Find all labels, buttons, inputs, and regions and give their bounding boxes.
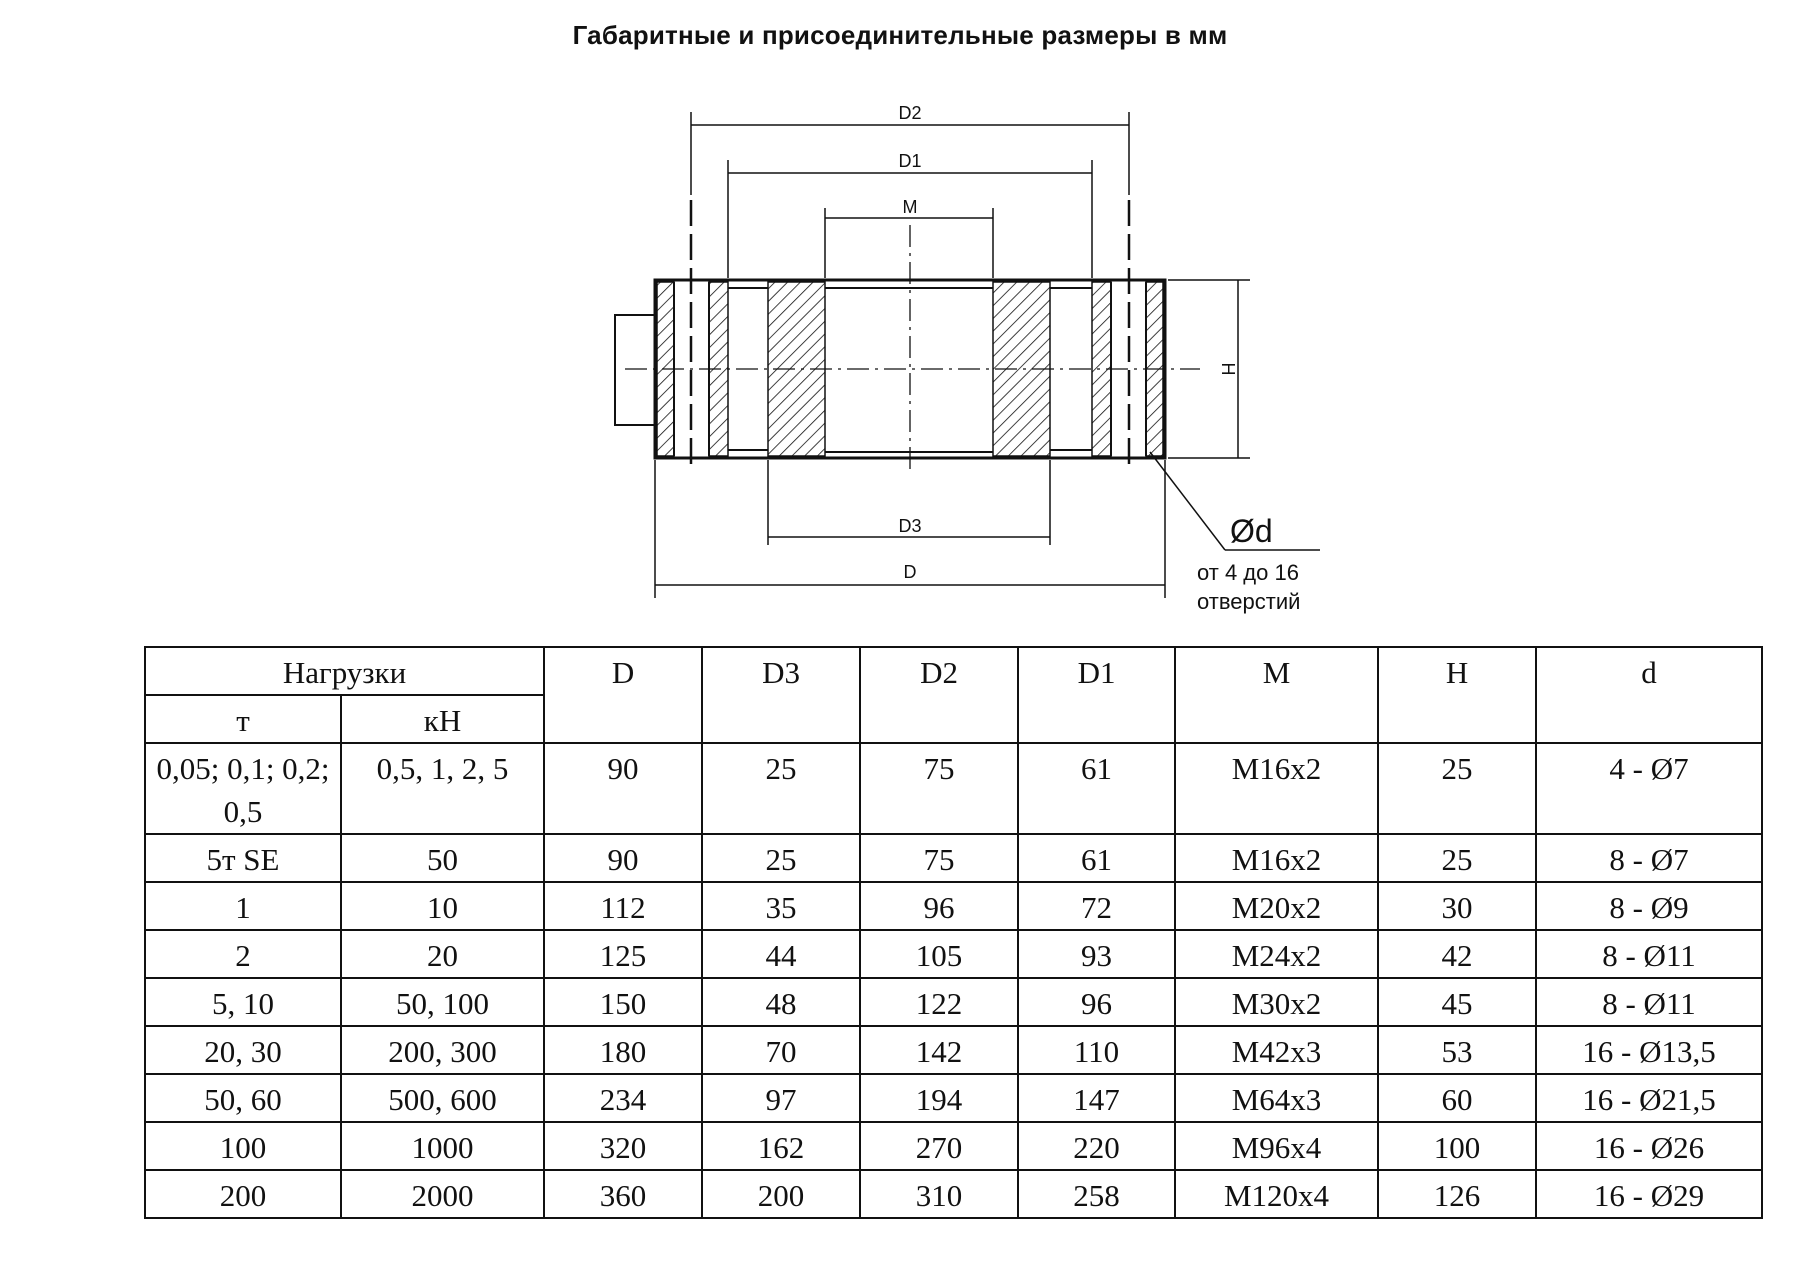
header-D2: D2: [860, 647, 1018, 743]
cell-H: 45: [1378, 978, 1536, 1026]
table-row: [145, 1074, 1762, 1122]
cell-D: 125: [544, 930, 702, 978]
cell-t: 20, 30: [145, 1026, 341, 1074]
header-H: H: [1378, 647, 1536, 743]
cell-D1: 61: [1018, 834, 1175, 882]
cell-D: 234: [544, 1074, 702, 1122]
dimension-drawing: [0, 0, 1800, 640]
cell-t: 100: [145, 1122, 341, 1170]
cell-D: 112: [544, 882, 702, 930]
cell-D: 180: [544, 1026, 702, 1074]
label-D1: D1: [898, 151, 922, 171]
cell-D1: 258: [1018, 1170, 1175, 1218]
cell-M: M16x2: [1175, 834, 1378, 882]
cell-D3: 162: [702, 1122, 860, 1170]
cell-D2: 142: [860, 1026, 1018, 1074]
cell-D1: 72: [1018, 882, 1175, 930]
cell-D2: 75: [860, 834, 1018, 882]
table-row: [145, 1026, 1762, 1074]
label-H: H: [1218, 362, 1238, 376]
cell-H: 53: [1378, 1026, 1536, 1074]
cell-kn: 1000: [341, 1122, 544, 1170]
cell-H: 100: [1378, 1122, 1536, 1170]
cell-D1: 61: [1018, 743, 1175, 834]
cell-d: 8 - Ø9: [1536, 882, 1762, 930]
label-d: Ød: [1230, 513, 1273, 549]
cell-D2: 194: [860, 1074, 1018, 1122]
cell-kn: 20: [341, 930, 544, 978]
cell-D3: 25: [702, 834, 860, 882]
cell-D3: 44: [702, 930, 860, 978]
cell-D2: 122: [860, 978, 1018, 1026]
cell-D1: 220: [1018, 1122, 1175, 1170]
cell-D2: 310: [860, 1170, 1018, 1218]
cell-D: 90: [544, 834, 702, 882]
table-row: [145, 930, 1762, 978]
table-row: [145, 978, 1762, 1026]
cell-d: 4 - Ø7: [1536, 743, 1762, 834]
cell-D3: 48: [702, 978, 860, 1026]
cell-D1: 96: [1018, 978, 1175, 1026]
header-M: M: [1175, 647, 1378, 743]
header-D3: D3: [702, 647, 860, 743]
cell-H: 25: [1378, 743, 1536, 834]
table-row: [145, 1122, 1762, 1170]
cell-M: M120x4: [1175, 1170, 1378, 1218]
cell-M: M16x2: [1175, 743, 1378, 834]
cell-D2: 105: [860, 930, 1018, 978]
cell-M: M64x3: [1175, 1074, 1378, 1122]
cell-H: 25: [1378, 834, 1536, 882]
cell-t: 200: [145, 1170, 341, 1218]
table-row: [145, 743, 1762, 834]
cell-H: 42: [1378, 930, 1536, 978]
cell-M: M24x2: [1175, 930, 1378, 978]
label-D3: D3: [898, 516, 922, 536]
cell-D3: 200: [702, 1170, 860, 1218]
cell-kn: 200, 300: [341, 1026, 544, 1074]
cell-d: 16 - Ø13,5: [1536, 1026, 1762, 1074]
cell-kn: 10: [341, 882, 544, 930]
cell-d: 16 - Ø29: [1536, 1170, 1762, 1218]
header-loads: Нагрузки: [145, 647, 544, 695]
header-kn: кН: [341, 695, 544, 743]
cell-D3: 97: [702, 1074, 860, 1122]
flange-body: [615, 200, 1200, 475]
cell-d: 16 - Ø21,5: [1536, 1074, 1762, 1122]
cell-D2: 96: [860, 882, 1018, 930]
cell-kn: 2000: [341, 1170, 544, 1218]
cell-kn: 50: [341, 834, 544, 882]
cell-d: 8 - Ø11: [1536, 978, 1762, 1026]
cell-M: M30x2: [1175, 978, 1378, 1026]
cell-kn: 500, 600: [341, 1074, 544, 1122]
cell-D: 360: [544, 1170, 702, 1218]
cell-M: M20x2: [1175, 882, 1378, 930]
cell-t: 50, 60: [145, 1074, 341, 1122]
cell-H: 126: [1378, 1170, 1536, 1218]
cell-t: 2: [145, 930, 341, 978]
cell-d: 16 - Ø26: [1536, 1122, 1762, 1170]
cell-D: 90: [544, 743, 702, 834]
dim-M: [825, 197, 993, 278]
cell-t: 1: [145, 882, 341, 930]
cell-D3: 25: [702, 743, 860, 834]
cell-kn: 0,5, 1, 2, 5: [341, 743, 544, 834]
cell-D1: 147: [1018, 1074, 1175, 1122]
cell-D3: 35: [702, 882, 860, 930]
cell-H: 30: [1378, 882, 1536, 930]
header-D1: D1: [1018, 647, 1175, 743]
cell-D3: 70: [702, 1026, 860, 1074]
cell-t: 5т SE: [145, 834, 341, 882]
leader-d: [1150, 452, 1320, 614]
cell-H: 60: [1378, 1074, 1536, 1122]
cell-M: M96x4: [1175, 1122, 1378, 1170]
label-holes-line2: отверстий: [1197, 589, 1301, 614]
header-d: d: [1536, 647, 1762, 743]
cell-D: 320: [544, 1122, 702, 1170]
header-D: D: [544, 647, 702, 743]
cell-kn: 50, 100: [341, 978, 544, 1026]
dim-D3: [768, 460, 1050, 545]
table-row: [145, 882, 1762, 930]
cell-d: 8 - Ø11: [1536, 930, 1762, 978]
cell-d: 8 - Ø7: [1536, 834, 1762, 882]
header-t: т: [145, 695, 341, 743]
cell-D2: 75: [860, 743, 1018, 834]
dim-D2: [691, 103, 1129, 195]
table-row: [145, 834, 1762, 882]
cell-t: 0,05; 0,1; 0,2; 0,5: [145, 743, 341, 834]
cell-D1: 110: [1018, 1026, 1175, 1074]
label-D2: D2: [898, 103, 922, 123]
label-M: M: [902, 197, 918, 217]
table-row: [145, 1170, 1762, 1218]
label-holes-line1: от 4 до 16: [1197, 560, 1299, 585]
cell-M: M42x3: [1175, 1026, 1378, 1074]
dimensions-table: [144, 646, 1763, 1219]
page-title: Габаритные и присоединительные размеры в мм: [572, 20, 1228, 50]
label-D: D: [903, 562, 917, 582]
cell-D2: 270: [860, 1122, 1018, 1170]
cell-D: 150: [544, 978, 702, 1026]
cell-t: 5, 10: [145, 978, 341, 1026]
cell-D1: 93: [1018, 930, 1175, 978]
